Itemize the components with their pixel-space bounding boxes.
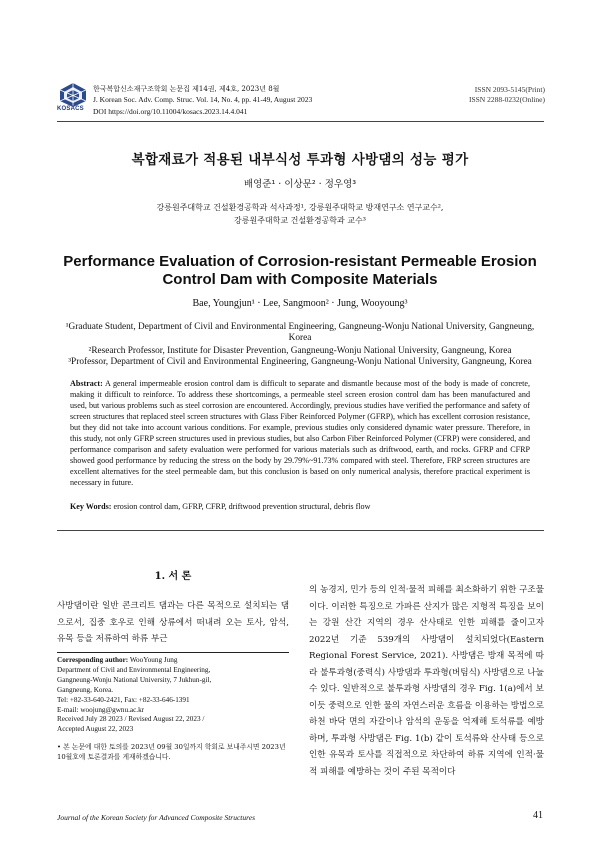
keywords-text: erosion control dam, GFRP, CFRP, driftwood prevention structural, debris flow bbox=[113, 502, 371, 511]
authors-en: Bae, Youngjun¹ · Lee, Sangmoon² · Jung, Wooyoung³ bbox=[192, 298, 408, 309]
abstract-rule bbox=[57, 530, 544, 531]
affiliation-en-1: ¹Graduate Student, Department of Civil and Environmental Engineering, Gangneung-Wonju National University, Gangneung, Korea bbox=[65, 322, 535, 343]
corresponding-univ: Gangneung-Wonju National University, 7 Jukhun-gil, bbox=[57, 676, 212, 684]
discussion-note: • 본 논문에 대한 토의를 2023년 09월 30일까지 학회로 보내주시면 2023년 10월호에 토론결과를 게재하겠습니다. bbox=[57, 743, 286, 761]
intro-paragraph-right: 의 농경지, 민가 등의 인적·물적 피해를 최소화하기 위한 구조물이다. 이러한 특징으로 가파른 산지가 많은 지형적 특징을 보이는 강원 산간 지역의 경우 산사태로 인한 피해를 줄이고자 2022년 기준 539개의 사방댐이 설치되었다(Eastern Regional Forest Service, 2021). 사방댐은 방재 목적에 따라 불투과형(중력식) 사방댐과 투과형(버팀식) 사방댐으로 나눌 수 있다. 일반적으로 불투과형 사방댐의 경우 Fig. 1(a)에서 보이듯 중력으로 인한 물의 자연스러운 흐름을 이용하는 방법으로 하천 바닥 면의 자갈이나 암석의 운동을 억제해 토석류를 예방하며, 투과형 사방댐은 Fig. 1(b) 같이 토석류와 산사태 등으로 인한 유목과 토사를 직접적으로 차단하여 하류 지역에 인적·물적 피해를 예방하는 것이 주된 목적이다 bbox=[309, 585, 544, 777]
journal-citation: J. Korean Soc. Adv. Comp. Struc. Vol. 14, No. 4, pp. 41-49, August 2023 bbox=[93, 95, 313, 104]
abstract bbox=[70, 378, 530, 488]
corresponding-tel: Tel: +82-33-640-2421, Fax: +82-33-646-1391 bbox=[57, 696, 190, 704]
abstract-label: Abstract: bbox=[70, 379, 103, 388]
paper-title-en: Performance Evaluation of Corrosion-resistant Permeable Erosion Control Dam with Composite Materials bbox=[63, 253, 537, 288]
issn-online: ISSN 2288-0232(Online) bbox=[468, 95, 545, 104]
doi-link[interactable]: DOI https://doi.org/10.11004/kosacs.2023.14.4.041 bbox=[93, 107, 248, 116]
footer-journal: Journal of the Korean Society for Advanced Composite Structures bbox=[57, 813, 256, 822]
abstract-text: A general impermeable erosion control dam is difficult to separate and dismantle because most of the body is made of concrete, making it difficult to reinforce. To address these shortcomings, a permeable steel screen erosion control dam has been manufactured and used, but various problems such as steel corrosion are encountered. Accordingly, previous studies have verified the performance and safety of screen structures that replaced steel screen structures with Glass Fiber Reinforced Polymer (GFRP), which has excellent corrosion resistance, but they did not take into account various conditions. For example, previous studies only considered dynamic water pressure. Therefore, in this study, not only GFRP screen structures used in previous studies, but also Carbon Fiber Reinforced Polymer (CFRP) were considered, and performance comparison and safety evaluation were performed for various materials such as driftwood, earth, and rocks. GFRP and CFRP showed good performance by reducing the stress on the body by 29.79%~91.73% compared with steel. Therefore, FRP screen structures are excellent alternatives for the steel permeable dam, but this conclusion is based on only numerical analysis, therefore practical experiment is necessary in future. bbox=[70, 379, 530, 487]
corresponding-email[interactable]: E-mail: woojung@gwnu.ac.kr bbox=[57, 706, 145, 714]
corresponding-author-name: WooYoung Jung bbox=[129, 656, 178, 664]
kosacs-logo-icon bbox=[58, 82, 88, 108]
journal-name-ko: 한국복합신소재구조학회 논문집 제14권, 제4호, 2023년 8월 bbox=[93, 85, 280, 93]
authors-ko: 배영준¹ · 이상문² · 정우영³ bbox=[243, 179, 357, 190]
intro-paragraph-left: 사방댐이란 일반 콘크리트 댐과는 다른 목적으로 설치되는 댐으로서, 집중 호우로 인해 상류에서 떠내려 오는 토사, 암석, 유목 등을 저류하여 하류 부근 bbox=[57, 601, 289, 644]
corresponding-author-box bbox=[57, 652, 289, 715]
logo-text: KOSACS bbox=[57, 106, 84, 112]
header-rule bbox=[57, 121, 544, 122]
corresponding-dept: Department of Civil and Environmental Engineering, bbox=[57, 666, 211, 674]
affiliation-ko-1: 강릉원주대학교 건설환경공학과 석사과정¹, 강릉원주대학교 방재연구소 연구교수², bbox=[156, 203, 444, 212]
corresponding-author-line bbox=[57, 655, 289, 665]
keywords bbox=[70, 502, 530, 511]
corresponding-city: Gangneung, Korea. bbox=[57, 686, 114, 694]
dates-line-2: Accepted August 22, 2023 bbox=[57, 725, 134, 733]
affiliation-en-3: ³Professor, Department of Civil and Environmental Engineering, Gangneung-Wonju National University, Gangneung, Korea bbox=[68, 357, 532, 367]
affiliation-en-2: ²Research Professor, Institute for Disaster Prevention, Gangneung-Wonju National University, Gangneung, Korea bbox=[88, 346, 512, 356]
corresponding-author-label: Corresponding author: bbox=[57, 656, 129, 664]
affiliation-ko-2: 강릉원주대학교 건설환경공학과 교수³ bbox=[234, 216, 366, 225]
paper-title-ko: 복합재료가 적용된 내부식성 투과형 사방댐의 성능 평가 bbox=[131, 152, 469, 168]
issn-print: ISSN 2093-5145(Print) bbox=[474, 85, 545, 94]
section-heading-introduction: 1. 서 론 bbox=[154, 571, 192, 582]
keywords-label: Key Words: bbox=[70, 502, 112, 511]
received-dates bbox=[57, 714, 289, 734]
dates-line-1: Received July 28 2023 / Revised August 22, 2023 / bbox=[57, 715, 205, 723]
page-number: 41 bbox=[533, 810, 543, 821]
